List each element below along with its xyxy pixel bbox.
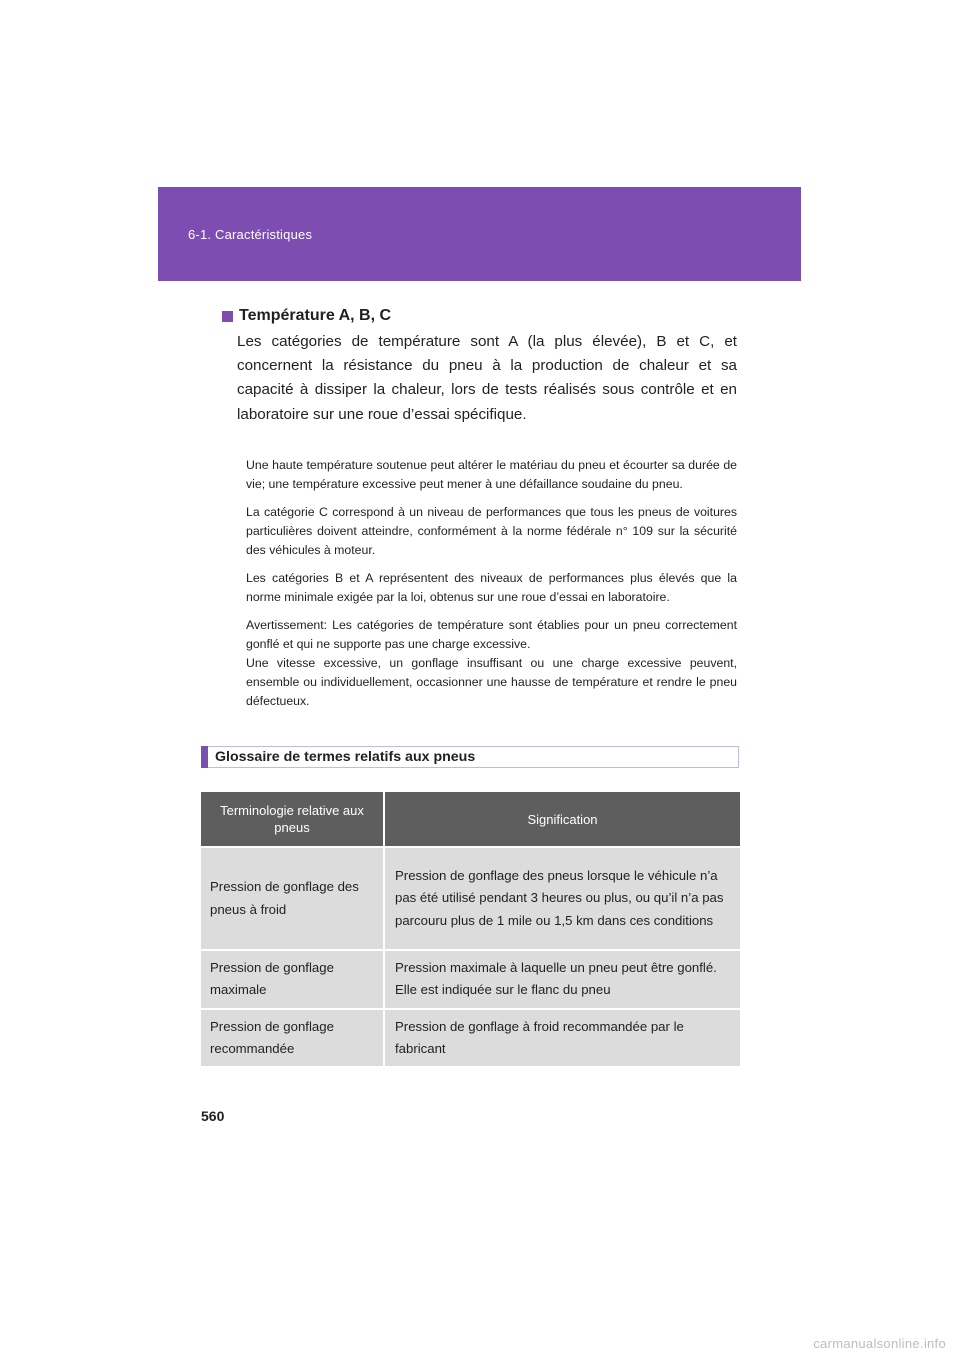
note-paragraph: Une haute température soutenue peut altérer le matériau du pneu et écourter sa durée de vie; une température excessive peut mener à une défaillance soudaine du pneu.	[246, 458, 737, 491]
temperature-subheading-text: Température A, B, C	[239, 307, 392, 324]
term-cell: Pression de gonflage des pneus à froid	[201, 847, 384, 950]
table-row	[201, 1009, 740, 1067]
temperature-main-paragraph: Les catégories de température sont A (la plus élevée), B et C, et concernent la résistance du pneu à la production de chaleur et sa capacité à dissiper la chaleur, lors de tests réalisés sous contrôle et en laboratoire sur une roue d’essai spécifique.	[237, 333, 737, 423]
temperature-notes	[246, 456, 737, 720]
warning-paragraph: Une vitesse excessive, un gonflage insuffisant ou une charge excessive peuvent, ensemble ou individuellement, occasionner une hausse de température et rendre le pneu défectueux.	[246, 656, 737, 708]
heading-accent-bar	[201, 746, 208, 768]
term-cell: Pression de gonflage recommandée	[201, 1009, 384, 1067]
page-number: 560	[201, 1108, 225, 1124]
glossary-heading	[201, 746, 739, 768]
note-paragraph: La catégorie C correspond à un niveau de performances que tous les pneus de voitures particulières doivent atteindre, conformément à la norme fédérale n° 109 sur la sécurité des véhicules à moteur.	[246, 505, 737, 557]
glossary-title: Glossaire de termes relatifs aux pneus	[215, 749, 476, 765]
column-header-term: Terminologie relative aux pneus	[201, 792, 384, 847]
section-label: 6-1. Caractéristiques	[188, 227, 313, 242]
warning-paragraph: Avertissement: Les catégories de température sont établies pour un pneu correctement gonflé et qui ne supporte pas une charge excessive.	[246, 618, 737, 651]
column-header-meaning: Signification	[384, 792, 740, 847]
temperature-subheading	[222, 307, 391, 325]
note-paragraph: Les catégories B et A représentent des niveaux de performances plus élevés que la norme minimale exigée par la loi, obtenus sur une roue d’essai en laboratoire.	[246, 571, 737, 604]
chapter-header-band	[158, 187, 801, 281]
table-row	[201, 950, 740, 1009]
table-row	[201, 847, 740, 950]
site-watermark: carmanualsonline.info	[813, 1336, 946, 1351]
tire-terms-table	[201, 792, 740, 1066]
meaning-cell: Pression de gonflage à froid recommandée par le fabricant	[384, 1009, 740, 1067]
meaning-cell: Pression de gonflage des pneus lorsque le véhicule n’a pas été utilisé pendant 3 heures ou plus, ou qu’il n’a pas parcouru plus de 1 mile ou 1,5 km dans ces conditions	[384, 847, 740, 950]
square-bullet-icon	[222, 311, 233, 322]
table-header-row	[201, 792, 740, 847]
term-cell: Pression de gonflage maximale	[201, 950, 384, 1009]
meaning-cell: Pression maximale à laquelle un pneu peut être gonflé. Elle est indiquée sur le flanc du pneu	[384, 950, 740, 1009]
